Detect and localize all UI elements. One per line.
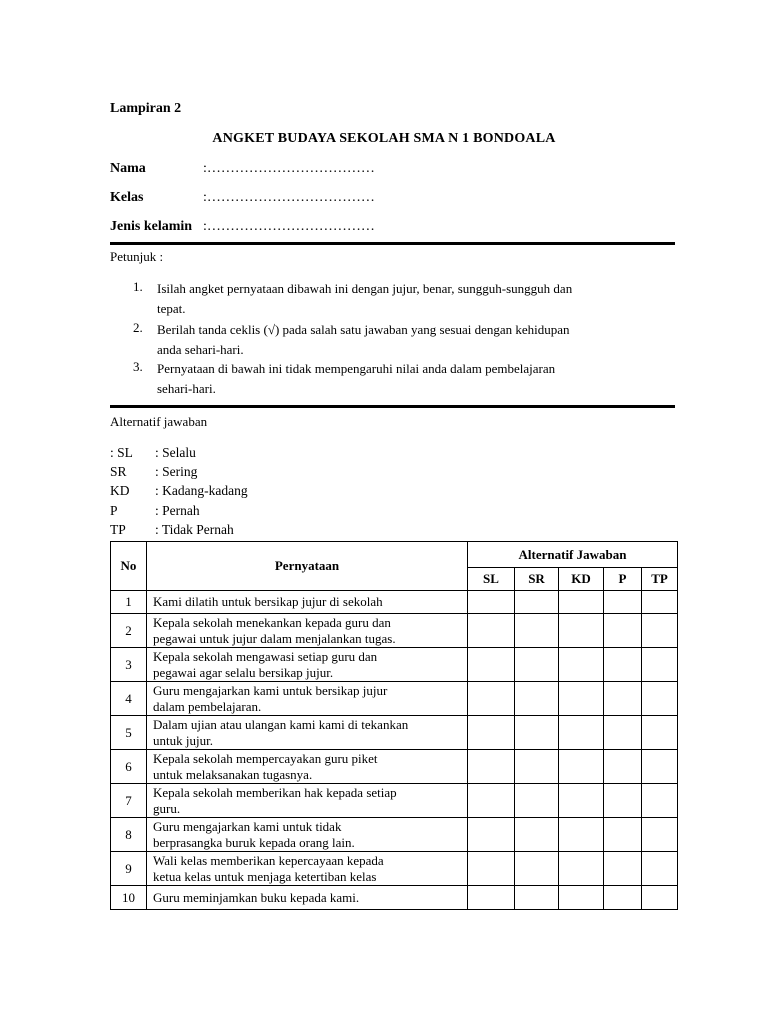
instruction-line: Pernyataan di bawah ini tidak mempengaruhi nilai anda dalam pembelajaran xyxy=(157,361,556,376)
row-statement xyxy=(147,784,468,818)
answer-cell-sr[interactable] xyxy=(515,716,559,750)
class-field[interactable]: :……………………………… xyxy=(203,190,375,205)
name-field[interactable]: :……………………………… xyxy=(203,161,375,176)
answer-cell-p[interactable] xyxy=(604,818,642,852)
statement-line: Kepala sekolah menekankan kepada guru dan xyxy=(153,614,391,630)
divider-bottom xyxy=(110,405,675,408)
statement-line: pegawai agar selalu bersikap jujur. xyxy=(153,664,334,680)
answer-cell-kd[interactable] xyxy=(559,818,604,852)
answer-cell-kd[interactable] xyxy=(559,886,604,910)
instruction-item xyxy=(157,320,570,359)
legend-heading: Alternatif jawaban xyxy=(110,414,208,429)
row-statement xyxy=(147,682,468,716)
answer-cell-tp[interactable] xyxy=(642,784,678,818)
answer-cell-p[interactable] xyxy=(604,648,642,682)
instruction-line: anda sehari-hari. xyxy=(157,341,244,357)
instruction-number: 2. xyxy=(133,320,143,335)
instruction-item xyxy=(157,279,572,318)
statement-line: untuk melaksanakan tugasnya. xyxy=(153,766,313,782)
answer-cell-tp[interactable] xyxy=(642,648,678,682)
row-statement xyxy=(147,818,468,852)
row-number: 10 xyxy=(111,886,147,910)
instruction-number: 3. xyxy=(133,359,143,374)
row-statement xyxy=(147,750,468,784)
answer-cell-sl[interactable] xyxy=(468,716,515,750)
survey-table xyxy=(110,541,678,910)
row-number: 2 xyxy=(111,614,147,648)
answer-cell-tp[interactable] xyxy=(642,614,678,648)
row-statement xyxy=(147,716,468,750)
answer-cell-sr[interactable] xyxy=(515,852,559,886)
answer-cell-kd[interactable] xyxy=(559,591,604,614)
legend-code: TP xyxy=(110,522,126,537)
table-row xyxy=(111,886,678,910)
answer-cell-tp[interactable] xyxy=(642,591,678,614)
answer-cell-kd[interactable] xyxy=(559,648,604,682)
row-number: 6 xyxy=(111,750,147,784)
instruction-line: tepat. xyxy=(157,300,186,316)
row-number: 5 xyxy=(111,716,147,750)
header-answer-kd: KD xyxy=(559,568,604,591)
answer-cell-sr[interactable] xyxy=(515,818,559,852)
legend-description: : Selalu xyxy=(155,445,196,460)
appendix-label: Lampiran 2 xyxy=(110,101,182,116)
table-row xyxy=(111,852,678,886)
answer-cell-kd[interactable] xyxy=(559,750,604,784)
answer-cell-kd[interactable] xyxy=(559,784,604,818)
legend-description: : Kadang-kadang xyxy=(155,483,248,498)
row-statement xyxy=(147,852,468,886)
row-number: 3 xyxy=(111,648,147,682)
statement-line: Guru meminjamkan buku kepada kami. xyxy=(153,889,360,905)
statement-line: Wali kelas memberikan kepercayaan kepada xyxy=(153,852,384,868)
answer-cell-p[interactable] xyxy=(604,852,642,886)
answer-cell-tp[interactable] xyxy=(642,716,678,750)
answer-cell-sl[interactable] xyxy=(468,886,515,910)
answer-cell-kd[interactable] xyxy=(559,614,604,648)
answer-cell-tp[interactable] xyxy=(642,852,678,886)
row-statement xyxy=(147,886,468,910)
legend-code: SR xyxy=(110,464,127,479)
instruction-line: sehari-hari. xyxy=(157,380,216,396)
legend-code: KD xyxy=(110,483,130,498)
name-label: Nama xyxy=(110,161,146,176)
statement-line: Kami dilatih untuk bersikap jujur di sekolah xyxy=(153,594,383,609)
statement-line: Guru mengajarkan kami untuk bersikap jujur xyxy=(153,682,388,698)
answer-cell-sr[interactable] xyxy=(515,614,559,648)
row-statement xyxy=(147,648,468,682)
table-row xyxy=(111,784,678,818)
instruction-line: Isilah angket pernyataan dibawah ini dengan jujur, benar, sungguh-sungguh dan xyxy=(157,281,573,296)
document-title: ANGKET BUDAYA SEKOLAH SMA N 1 BONDOALA xyxy=(212,131,556,146)
instruction-number: 1. xyxy=(133,279,143,294)
header-answer-tp: TP xyxy=(642,568,678,591)
answer-cell-sr[interactable] xyxy=(515,886,559,910)
answer-cell-p[interactable] xyxy=(604,614,642,648)
answer-cell-sl[interactable] xyxy=(468,818,515,852)
statement-line: berprasangka buruk kepada orang lain. xyxy=(153,834,355,850)
header-answer-sl: SL xyxy=(468,568,515,591)
answer-cell-sr[interactable] xyxy=(515,750,559,784)
statement-line: Dalam ujian atau ulangan kami kami di tekankan xyxy=(153,716,409,732)
answer-cell-sl[interactable] xyxy=(468,614,515,648)
answer-cell-p[interactable] xyxy=(604,591,642,614)
gender-field[interactable]: :……………………………… xyxy=(203,219,375,234)
header-answer-p: P xyxy=(604,568,642,591)
answer-cell-tp[interactable] xyxy=(642,886,678,910)
legend-description: : Pernah xyxy=(155,503,200,518)
answer-cell-tp[interactable] xyxy=(642,682,678,716)
table-row xyxy=(111,750,678,784)
answer-cell-sl[interactable] xyxy=(468,591,515,614)
legend-code: P xyxy=(110,503,118,518)
answer-cell-kd[interactable] xyxy=(559,682,604,716)
legend-code: : SL xyxy=(110,445,133,460)
answer-cell-tp[interactable] xyxy=(642,750,678,784)
row-number: 9 xyxy=(111,852,147,886)
divider-top xyxy=(110,242,675,245)
answer-cell-p[interactable] xyxy=(604,750,642,784)
statement-line: Kepala sekolah mempercayakan guru piket xyxy=(153,750,378,766)
answer-cell-p[interactable] xyxy=(604,784,642,818)
gender-label: Jenis kelamin xyxy=(110,219,193,234)
table-row xyxy=(111,648,678,682)
row-number: 7 xyxy=(111,784,147,818)
instruction-line: Berilah tanda ceklis (√) pada salah satu jawaban yang sesuai dengan kehidupan xyxy=(157,322,570,337)
instruction-item xyxy=(157,359,555,398)
answer-cell-sr[interactable] xyxy=(515,784,559,818)
header-statement: Pernyataan xyxy=(147,542,468,591)
row-number: 1 xyxy=(111,591,147,614)
table-row xyxy=(111,591,678,614)
answer-cell-sl[interactable] xyxy=(468,750,515,784)
table-row xyxy=(111,614,678,648)
answer-cell-sl[interactable] xyxy=(468,784,515,818)
answer-cell-sl[interactable] xyxy=(468,852,515,886)
legend-description: : Sering xyxy=(155,464,198,479)
statement-line: ketua kelas untuk menjaga ketertiban kelas xyxy=(153,868,377,884)
answer-cell-p[interactable] xyxy=(604,682,642,716)
answer-cell-sr[interactable] xyxy=(515,682,559,716)
instructions-heading: Petunjuk : xyxy=(110,249,164,264)
row-number: 8 xyxy=(111,818,147,852)
class-label: Kelas xyxy=(110,190,144,205)
answer-cell-p[interactable] xyxy=(604,886,642,910)
table-row xyxy=(111,716,678,750)
answer-cell-p[interactable] xyxy=(604,716,642,750)
row-number: 4 xyxy=(111,682,147,716)
answer-cell-sr[interactable] xyxy=(515,648,559,682)
table-row xyxy=(111,682,678,716)
statement-line: untuk jujur. xyxy=(153,732,213,748)
header-answer-group: Alternatif Jawaban xyxy=(468,542,678,568)
row-statement xyxy=(147,591,468,614)
statement-line: pegawai untuk jujur dalam menjalankan tugas. xyxy=(153,630,396,646)
answer-cell-tp[interactable] xyxy=(642,818,678,852)
answer-cell-sr[interactable] xyxy=(515,591,559,614)
legend-description: : Tidak Pernah xyxy=(155,522,234,537)
answer-cell-kd[interactable] xyxy=(559,852,604,886)
table-row xyxy=(111,818,678,852)
statement-line: Guru mengajarkan kami untuk tidak xyxy=(153,818,342,834)
statement-line: Kepala sekolah memberikan hak kepada setiap xyxy=(153,784,397,800)
answer-cell-kd[interactable] xyxy=(559,716,604,750)
row-statement xyxy=(147,614,468,648)
statement-line: guru. xyxy=(153,800,181,816)
answer-cell-sl[interactable] xyxy=(468,648,515,682)
answer-cell-sl[interactable] xyxy=(468,682,515,716)
header-answer-sr: SR xyxy=(515,568,559,591)
statement-line: Kepala sekolah mengawasi setiap guru dan xyxy=(153,648,378,664)
header-no: No xyxy=(111,542,147,591)
statement-line: dalam pembelajaran. xyxy=(153,698,262,714)
